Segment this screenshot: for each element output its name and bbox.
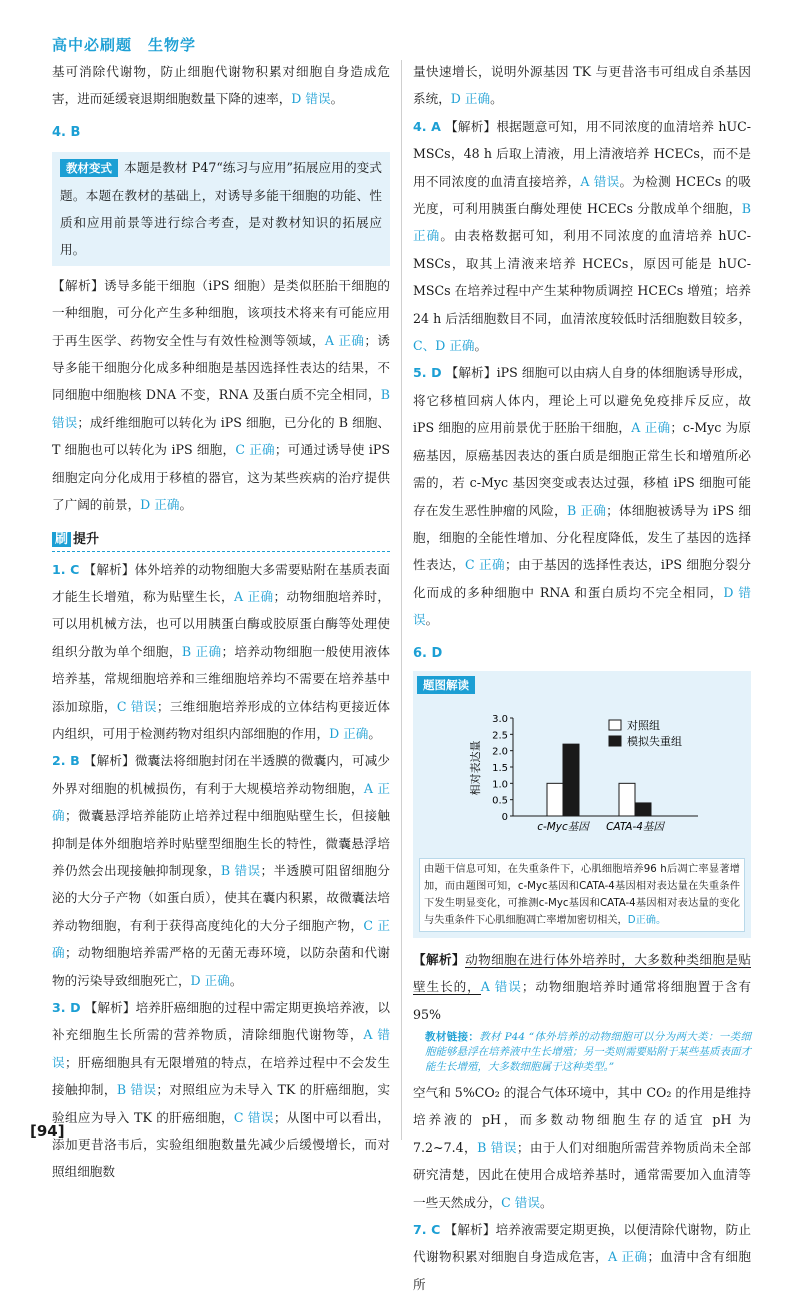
answer-4-label: 4. B — [52, 124, 81, 140]
y-tick-label: 2.0 — [492, 747, 508, 759]
y-tick-label: 3.0 — [492, 714, 508, 726]
section-heading-improve — [52, 529, 390, 552]
y-tick-label: 1.0 — [492, 779, 508, 791]
textbook-link-tag: 教材链接： — [425, 1030, 480, 1043]
book-title: 高中必刷题 — [52, 36, 133, 54]
left-column — [52, 58, 390, 1186]
figure-interpretation-box — [413, 671, 751, 938]
bar-control-2 — [619, 784, 635, 817]
textbook-variant-text: 本题是教材 P47“练习与应用”拓展应用的变式题。本题在教材的基础上，对诱导多能干细胞的功能、性质和应用前景等进行综合考查，是对教材知识的拓展应用。 — [60, 160, 382, 258]
page-number: [94] — [30, 1122, 65, 1140]
right-column — [413, 58, 751, 1298]
figure-tag: 题图解读 — [417, 676, 475, 694]
bar-microgravity-1 — [563, 744, 579, 816]
continued-answer: 基可消除代谢物，防止细胞代谢物积累对细胞自身造成危害，进而延缓衰退期细胞数量下降的速率，D 错误。 — [52, 64, 390, 107]
textbook-variant-tag: 教材变式 — [60, 159, 118, 177]
bar-control-1 — [547, 784, 563, 817]
answer-7: 7. C 【解析】培养液需要定期更换，以便清除代谢物，防止代谢物积累对细胞自身造成危害，A 正确；血清中含有细胞所 — [413, 1222, 752, 1292]
textbook-link-text: 教材 P44 “体外培养的动物细胞可以分为两大类：一类细胞能够悬浮在培养液中生长增殖；另一类则需要贴附于某些基质表面才能生长增殖，大多数细胞属于这种类型。” — [425, 1030, 752, 1073]
x-tick-labels — [537, 821, 665, 833]
answer-6-continued: 空气和 5%CO₂ 的混合气体环境中，其中 CO₂ 的作用是维持培养液的 pH，而多数动物细胞生存的适宜 pH 为 7.2~7.4，B 错误；由于人们对细胞所需营养物质尚未全部研究清楚，因此在使用合成培养基时，通常需要加入血清等一些天然成分，C 错误。 — [413, 1084, 752, 1210]
answer-3: 3. D 【解析】培养肝癌细胞的过程中需定期更换培养液，以补充细胞生长所需的营养物质，清除细胞代谢物等，A 错误；肝癌细胞具有无限增殖的特点，在培养过程中不会发生接触抑制，B 错误；对照组应为未导入 TK 的肝癌细胞，实验组应为导入 TK 的肝癌细胞，C 错误；从图中可以看出，添加更昔洛韦后，实验组细胞数量先减少后缓慢增长，而对照组细胞数 — [52, 1000, 391, 1180]
running-header — [52, 34, 196, 55]
textbook-link-note — [413, 1030, 751, 1075]
figure-note: 由题干信息可知，在失重条件下，心肌细胞培养96 h后凋亡率显著增加，而由题图可知，c-Myc基因和CATA-4基因相对表达量在失重条件下发生明显变化，可推测c-Myc基因和CATA-4基因相对表达量的变化与失重条件下心肌细胞凋亡率增加密切相关，D正确。 — [419, 858, 745, 932]
y-tick-label: 0 — [501, 812, 508, 824]
answer-2: 2. B 【解析】微囊法将细胞封闭在半透膜的微囊内，可减少外界对细胞的机械损伤，有利于大规模培养动物细胞，A 正确；微囊悬浮培养能防止培养过程中细胞贴壁生长，但接触抑制是体外细胞培养时贴壁型细胞生长的特性，微囊悬浮培养仍然会出现接触抑制现象，B 错误；半透膜可阻留细胞分泌的大分子产物（如蛋白质），使其在囊内积累，故微囊法培养动物细胞，有利于获得高度纯化的大分子细胞产物，C 正确；动物细胞培养需严格的无菌无毒环境，以防杂菌和代谢物的污染导致细胞死亡，D 正确。 — [52, 753, 391, 988]
bar-chart — [413, 698, 751, 848]
legend-label: 对照组 — [627, 719, 660, 733]
textbook-variant-box — [52, 152, 390, 266]
figure-note-mark: D正确。 — [627, 914, 667, 926]
column-divider — [401, 60, 402, 1140]
continued-answer-right: 量快速增长，说明外源基因 TK 与更昔洛韦可组成自杀基因系统，D 正确。 — [413, 64, 751, 107]
x-tick-label: CATA-4基因 — [606, 821, 664, 834]
answer-6-label: 6. D — [413, 645, 443, 661]
subject-title: 生物学 — [148, 36, 197, 54]
answer-1: 1. C 【解析】体外培养的动物细胞大多需要贴附在基质表面才能生长增殖，称为贴壁生长，A 正确；动物细胞培养时，可以用机械方法，也可以用胰蛋白酶或胶原蛋白酶等处理使组织分散为单个细胞，B 正确；培养动物细胞一般使用液体培养基，常规细胞培养和三维细胞培养均不需要在培养基中添加琼脂，C 错误；三维细胞培养形成的立体结构更接近体内组织，可用于检测药物对组织内部细胞的作用，D 正确。 — [52, 561, 391, 741]
y-tick-label: 2.5 — [492, 730, 508, 742]
y-tick-label: 0.5 — [492, 796, 508, 808]
y-ticks — [492, 714, 513, 823]
bar-microgravity-2 — [635, 803, 651, 816]
answer-4-right: 4. A 【解析】根据题意可知，用不同浓度的血清培养 hUC-MSCs，48 h 后取上清液，用上清液培养 HCECs，而不是用不同浓度的血清直接培养，A 错误。为检测 HCECs 的吸光度，可利用胰蛋白酶处理使 HCECs 分散成单个细胞，B 正确。由表格数据可知，利用不同浓度的血清培养 hUC-MSCs，取其上清液来培养 HCECs，原因可能是 hUC-MSCs 在培养过程中产生某种物质调控 HCECs 增殖；培养 24 h 后活细胞数目不同，血清浓度较低时活细胞数目较多，C、D 正确。 — [413, 118, 752, 354]
answer-4-analysis: 【解析】诱导多能干细胞（iPS 细胞）是类似胚胎干细胞的一种细胞，可分化产生多种细胞，该项技术将来有可能应用于再生医学、药物安全性与有效性检测等领域，A 正确；诱导多能干细胞分化成多种细胞是基因选择性表达的结果，不同细胞中细胞核 DNA 不变，RNA 及蛋白质不完全相同，B 错误；成纤维细胞可以转化为 iPS 细胞，已分化的 B 细胞、T 细胞也可以转化为 iPS 细胞，C 正确；可通过诱导使 iPS 细胞定向分化成用于移植的器官，这为某些疾病的治疗提供了广阔的前景，D 正确。 — [52, 277, 391, 513]
section-badge: 刷 — [52, 532, 71, 547]
legend-swatch — [609, 720, 621, 730]
legend-swatch — [609, 736, 621, 746]
legend-label: 模拟失重组 — [627, 735, 682, 749]
answer-5: 5. D 【解析】iPS 细胞可以由病人自身的体细胞诱导形成，将它移植回病人体内，理论上可以避免免疫排斥反应，故 iPS 细胞的应用前景优于胚胎干细胞，A 正确；c-Myc 为原癌基因，原癌基因表达的蛋白质是细胞正常生长和增殖所必需的，若 c-Myc 基因突变或表达过强，移植 iPS 细胞可能存在发生恶性肿瘤的风险，B 正确；体细胞被诱导为 iPS 细胞，细胞的全能性增加、分化程度降低，发生了基因的选择性表达，C 正确；由于基因的选择性表达，iPS 细胞分裂分化而成的多种细胞中 RNA 和蛋白质均不完全相同，D 错误。 — [413, 365, 752, 628]
x-tick-label: c-Myc基因 — [537, 821, 589, 834]
legend — [609, 718, 682, 748]
answer-6-analysis: 【解析】动物细胞在进行体外培养时，大多数种类细胞是贴壁生长的，A 错误；动物细胞培养时通常将细胞置于含有 95% — [413, 951, 752, 1022]
y-axis-label: 相对表达量 — [469, 740, 482, 796]
y-tick-label: 1.5 — [492, 763, 508, 775]
bars — [547, 744, 651, 816]
section-title: 提升 — [73, 531, 100, 547]
